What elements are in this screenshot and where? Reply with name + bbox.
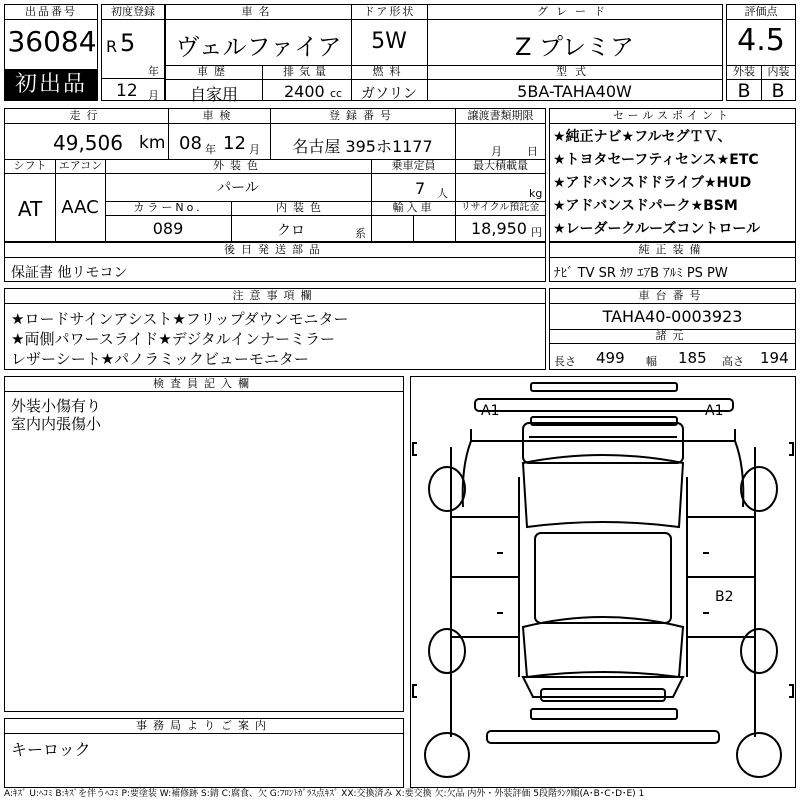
inspection-year-unit: 年 <box>205 143 216 156</box>
score: 4.5 <box>737 23 785 58</box>
recycle-fee-unit: 円 <box>531 226 542 239</box>
specs-label: 諸元 <box>550 329 795 344</box>
interior-score: B <box>771 80 785 102</box>
displacement-unit: cc <box>330 87 343 100</box>
chassis-box <box>549 288 796 370</box>
reg-month-unit: 月 <box>148 89 159 102</box>
notes-line: ★ロードサインアシスト★フリップダウンモニター <box>11 310 349 328</box>
capacity-unit: 人 <box>437 187 448 200</box>
plate-number: 名古屋 395ホ1177 <box>292 137 433 156</box>
lot-number-label: 出品番号 <box>5 5 97 20</box>
reg-year: 5 <box>120 29 136 57</box>
exterior-score: B <box>737 80 751 102</box>
lot-number-box <box>4 4 98 101</box>
recycle-label: リサイクル預託金 <box>455 201 545 216</box>
car-name: ヴェルファイア <box>175 33 342 61</box>
car-diagram <box>411 377 795 787</box>
inspector-box <box>4 376 404 712</box>
inspector-line: 室内内張傷小 <box>11 415 102 433</box>
office-label: 事務局よりご案内 <box>5 719 403 734</box>
lot-number: 36084 <box>7 25 97 58</box>
sales-point-line: ★レーダークルーズコントロール <box>553 221 761 237</box>
load-unit: kg <box>529 187 543 200</box>
mileage-label: 走行 <box>5 109 168 124</box>
notes-label: 注意事項欄 <box>5 289 545 304</box>
deferred-parts-box <box>4 242 546 282</box>
fuel: ガソリン <box>361 86 417 102</box>
length-label: 長さ <box>554 355 576 368</box>
damage-mark-a1-left: A1 <box>481 403 500 419</box>
load-label: 最大積載量 <box>455 159 545 174</box>
sales-point-line: ★アドバンスドドライブ★HUD <box>553 175 752 191</box>
inspector-line: 外装小傷有り <box>11 397 102 415</box>
width-label: 幅 <box>646 355 657 368</box>
damage-diagram-box <box>410 376 796 788</box>
inspector-label: 検査員記入欄 <box>5 377 403 392</box>
damage-mark-a1-right: A1 <box>705 403 724 419</box>
transfer-day-unit: 日 <box>527 145 538 158</box>
door-label: ドア形状 <box>351 5 427 20</box>
interior-color-label: 内装色 <box>231 201 371 216</box>
grade-label: グレード <box>427 5 722 20</box>
vehicle-info-box <box>165 4 723 104</box>
model-label: 型式 <box>427 65 722 80</box>
transfer-month-unit: 月 <box>491 145 502 158</box>
width: 185 <box>678 349 707 367</box>
exterior-score-label: 外装 <box>727 65 761 80</box>
deferred-parts: 保証書 他リモコン <box>11 265 128 281</box>
inspection-month-unit: 月 <box>249 143 260 156</box>
inspection-label: 車検 <box>168 109 270 124</box>
mileage-unit: km <box>139 133 166 153</box>
deferred-parts-label: 後日発送部品 <box>5 243 545 258</box>
color-no-label: カラーNo. <box>105 201 231 216</box>
office-box <box>4 718 404 788</box>
legend-text: A:ｷｽﾞ U:ﾍｺﾐ B:ｷｽﾞを伴うﾍｺﾐ P:要塗装 W:補修跡 S:錆 C:腐食、欠 G:ﾌﾛﾝﾄｶﾞﾗｽ点ｷｽﾞ XX:交換済み X:要交換 欠:欠品 内外・外装評価 5段階ﾗﾝｸ順(A･B･C･D･E) 1 <box>4 789 645 799</box>
interior-score-label: 内装 <box>761 65 795 80</box>
exterior-color-label: 外装色 <box>105 159 371 174</box>
history-label: 車歴 <box>166 65 262 80</box>
inspection-year: 08 <box>179 133 202 154</box>
interior-color-unit: 系 <box>355 227 366 240</box>
reg-year-unit: 年 <box>148 65 159 78</box>
chassis-label: 車台番号 <box>550 289 795 304</box>
displacement-label: 排気量 <box>262 65 351 80</box>
inspection-month: 12 <box>223 133 246 154</box>
shift: AT <box>17 197 43 221</box>
equipment-label: 純正装備 <box>550 243 795 258</box>
equipment: ﾅﾋﾞ TV SR ｶﾜ ｴｱB ｱﾙﾐ PS PW <box>554 266 728 281</box>
import-label: 輸入車 <box>371 201 455 216</box>
reg-month: 12 <box>116 81 138 101</box>
damage-mark-b2: B2 <box>715 589 734 605</box>
notes-line: レザーシート★パノラミックビューモニター <box>11 350 309 368</box>
equipment-box <box>549 242 796 282</box>
office-note: キーロック <box>11 740 91 759</box>
first-listing-badge: 初出品 <box>5 69 97 100</box>
model-code: 5BA-TAHA40W <box>517 82 632 101</box>
aircon-label: エアコン <box>55 159 105 174</box>
registration-details-box <box>4 108 546 242</box>
sales-points-box <box>549 108 796 242</box>
score-box <box>726 4 796 101</box>
capacity-label: 乗車定員 <box>371 159 455 174</box>
length: 499 <box>596 349 625 367</box>
height: 194 <box>760 349 789 367</box>
chassis-number: TAHA40-0003923 <box>602 307 743 326</box>
height-label: 高さ <box>722 355 744 368</box>
notes-line: ★両側パワースライド★デジタルインナーミラー <box>11 330 336 348</box>
displacement: 2400 <box>284 82 325 101</box>
interior-color: クロ <box>277 223 305 239</box>
exterior-color: パール <box>217 180 259 196</box>
grade: Z プレミア <box>514 33 635 61</box>
recycle-fee: 18,950 <box>471 219 527 238</box>
mileage: 49,506 <box>53 131 123 155</box>
sales-points-label: セールスポイント <box>550 109 795 124</box>
color-no: 089 <box>152 219 184 238</box>
shift-label: シフト <box>5 159 55 174</box>
sales-point-line: ★トヨタセーフティセンス★ETC <box>553 152 759 168</box>
fuel-label: 燃料 <box>351 65 427 80</box>
history: 自家用 <box>189 85 238 104</box>
transfer-label: 譲渡書類期限 <box>455 109 545 124</box>
capacity: 7 <box>415 179 426 198</box>
score-label: 評価点 <box>727 5 795 20</box>
plate-label: 登録番号 <box>270 109 455 124</box>
door-type: 5W <box>371 29 407 54</box>
aircon: AAC <box>61 197 99 218</box>
era-letter: R <box>106 37 118 56</box>
sales-point-line: ★アドバンスドパーク★BSM <box>553 198 738 214</box>
car-name-label: 車名 <box>166 5 351 20</box>
first-registration-box <box>101 4 165 101</box>
first-registration-label: 初度登録 <box>102 5 164 20</box>
sales-point-line: ★純正ナビ★フルセグＴＶ、 <box>553 129 732 145</box>
notes-box <box>4 288 546 370</box>
